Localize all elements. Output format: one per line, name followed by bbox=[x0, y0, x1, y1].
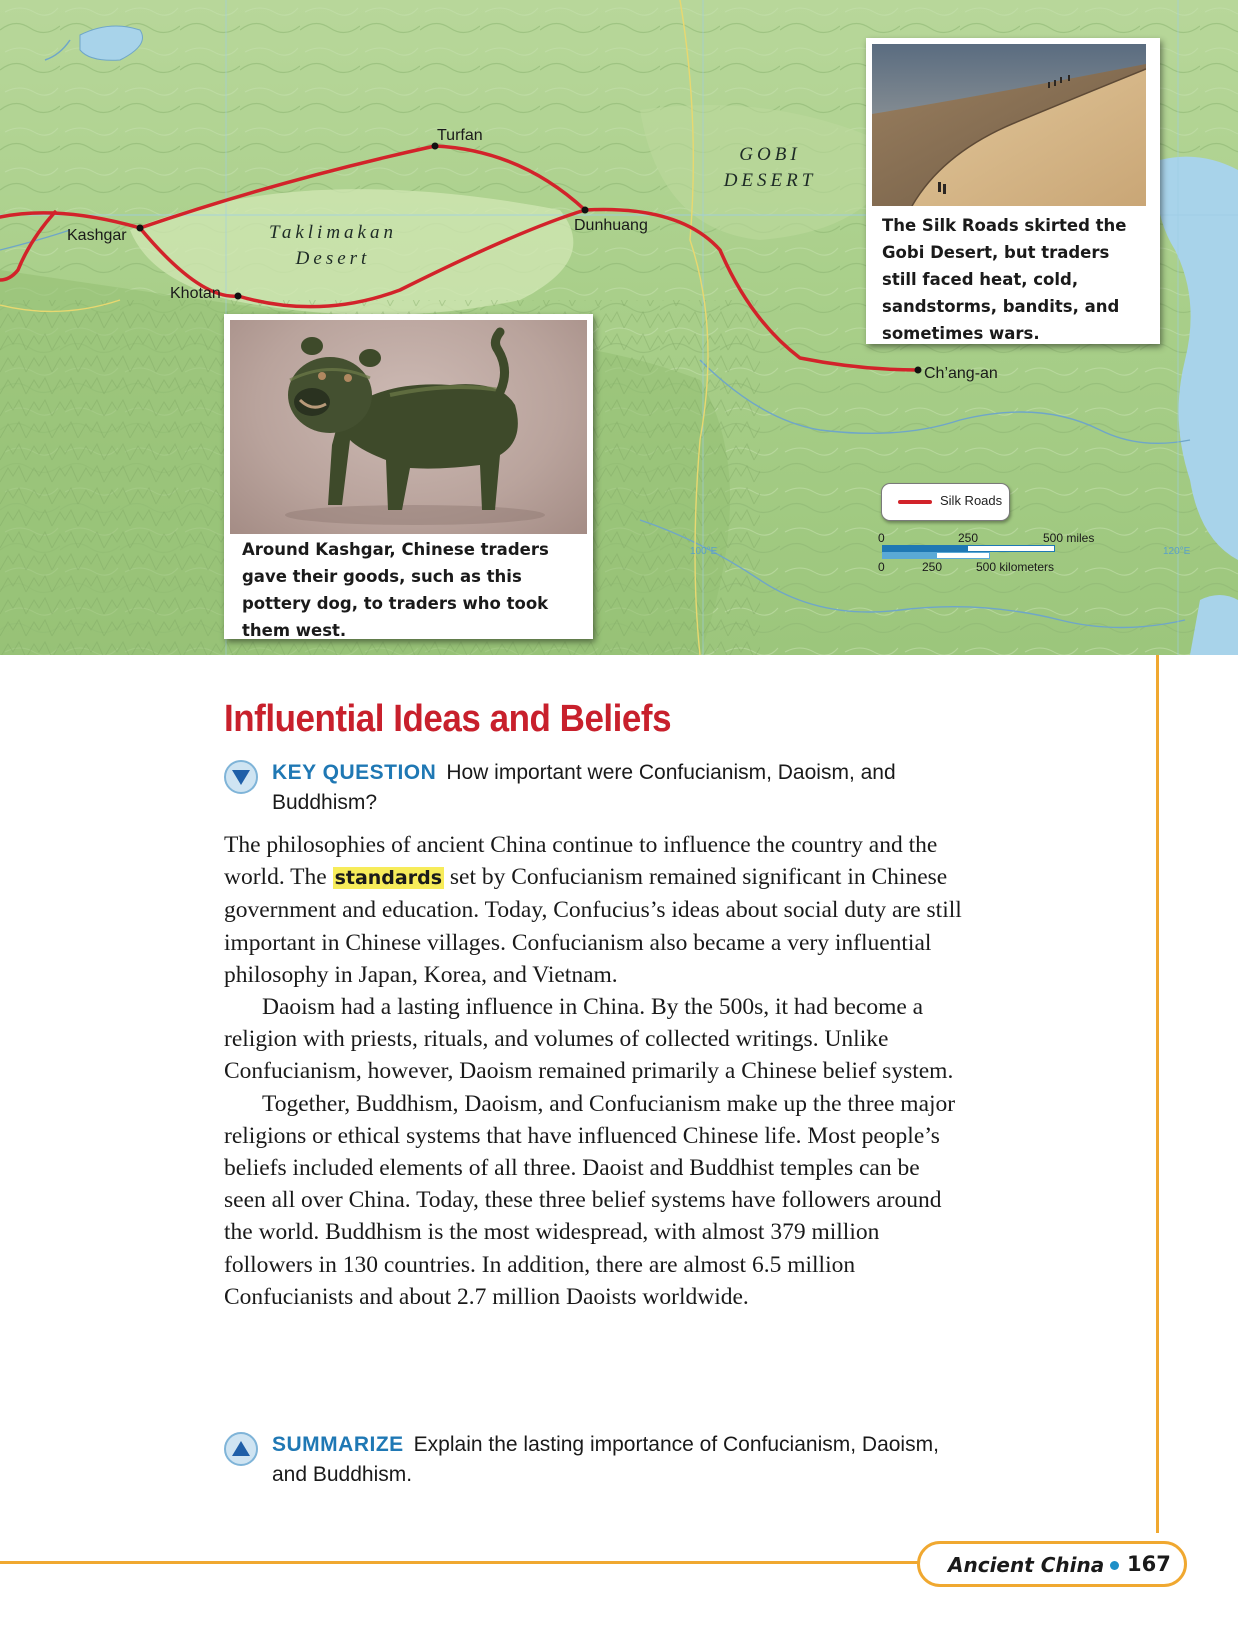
pottery-dog-photo bbox=[230, 320, 587, 534]
desert-dune-image bbox=[872, 44, 1146, 206]
place-turfan: Turfan bbox=[437, 127, 483, 144]
vocab-highlight-standards[interactable]: standards bbox=[334, 867, 443, 890]
key-question bbox=[224, 758, 964, 822]
paragraph-2: Daoism had a lasting influence in China. By the 500s, it had become a religion with priests, rituals, and volumes of collected writings. Unlike Confucianism, however, Daoism remained primarily a Chinese belief system. bbox=[224, 994, 954, 1085]
map-legend bbox=[881, 483, 1010, 521]
longitude-100: 100°E bbox=[690, 546, 718, 557]
region-gobi-line2: DESERT bbox=[723, 170, 817, 191]
scale-miles-0: 0 bbox=[878, 531, 885, 545]
pottery-dog-card bbox=[224, 314, 593, 639]
place-dunhuang: Dunhuang bbox=[574, 217, 648, 234]
body-text bbox=[224, 829, 964, 1313]
region-taklimakan-line1: Taklimakan bbox=[269, 222, 397, 243]
region-taklimakan bbox=[258, 220, 408, 272]
key-question-body: How important were Confucianism, Daoism, and Buddhism? bbox=[272, 761, 896, 814]
key-question-text bbox=[272, 758, 952, 818]
place-khotan: Khotan bbox=[170, 285, 221, 302]
page-border-right bbox=[1156, 655, 1159, 1533]
legend-label: Silk Roads bbox=[940, 493, 1003, 508]
scale-km-500: 500 kilometers bbox=[976, 560, 1055, 574]
summarize-body: Explain the lasting importance of Confucianism, Daoism, and Buddhism. bbox=[272, 1433, 939, 1486]
scale-km-seg2 bbox=[936, 552, 990, 559]
chapter-title: Ancient China bbox=[948, 1553, 1105, 1577]
page-folio bbox=[917, 1541, 1187, 1587]
desert-photo-card bbox=[866, 38, 1160, 344]
up-triangle-icon bbox=[224, 1432, 258, 1466]
scale-miles-250: 250 bbox=[958, 531, 979, 545]
region-taklimakan-line2: Desert bbox=[295, 248, 371, 269]
legend-route-swatch bbox=[898, 500, 932, 504]
longitude-120: 120°E bbox=[1163, 546, 1191, 557]
scale-miles-seg2 bbox=[967, 545, 1055, 552]
paragraph-1-end: set by Confucianism remained significant in Chinese government and education. Today, Confucius’s ideas about social duty are still important in Chinese villages. Confucianism also became a very influential philosophy in Japan, Korea, and Vietnam. bbox=[224, 864, 962, 988]
summarize-label: SUMMARIZE bbox=[272, 1433, 404, 1456]
region-gobi bbox=[710, 142, 830, 194]
region-gobi-line1: GOBI bbox=[739, 144, 801, 165]
desert-photo-caption: The Silk Roads skirted the Gobi Desert, but traders still faced heat, cold, sandstorms, bandits, and sometimes wars. bbox=[882, 216, 1127, 343]
silk-roads-map bbox=[0, 0, 1238, 655]
paragraph-3: Together, Buddhism, Daoism, and Confucianism make up the three major religions or ethical systems that have influenced Chinese life. Most people’s beliefs included elements of all three. Daoist and Buddhist temples can be seen all over China. Today, these three belief systems have followers around the world. Buddhism is the most widespread, with almost 379 million followers in 130 countries. In addition, there are almost 6.5 million Confucianists and about 2.7 million Daoists worldwide. bbox=[224, 1090, 956, 1310]
pottery-dog-caption: Around Kashgar, Chinese traders gave their goods, such as this pottery dog, to traders who took them west. bbox=[242, 540, 549, 640]
scale-miles-500: 500 miles bbox=[1043, 531, 1095, 545]
pottery-dog-image bbox=[230, 320, 587, 534]
page-number: 167 bbox=[1127, 1552, 1171, 1576]
scale-km-seg1 bbox=[882, 552, 936, 559]
bullet-dot-icon bbox=[1110, 1561, 1119, 1570]
scale-miles-seg1 bbox=[882, 545, 967, 552]
key-question-label: KEY QUESTION bbox=[272, 761, 437, 784]
down-triangle-icon bbox=[224, 760, 258, 794]
paragraph-1-start: The philosophies of ancient China continue to influence the country and the world. The bbox=[224, 832, 938, 891]
paragraph-1 bbox=[224, 829, 964, 991]
scale-km-0: 0 bbox=[878, 560, 885, 574]
section-heading: Influential Ideas and Beliefs bbox=[224, 698, 672, 740]
place-changan: Ch’ang-an bbox=[924, 365, 998, 382]
footer-rule bbox=[0, 1561, 920, 1564]
place-kashgar: Kashgar bbox=[67, 227, 127, 244]
scale-km-250: 250 bbox=[922, 560, 943, 574]
summarize-text bbox=[272, 1430, 952, 1490]
summarize-question bbox=[224, 1430, 964, 1494]
desert-photo bbox=[872, 44, 1146, 206]
